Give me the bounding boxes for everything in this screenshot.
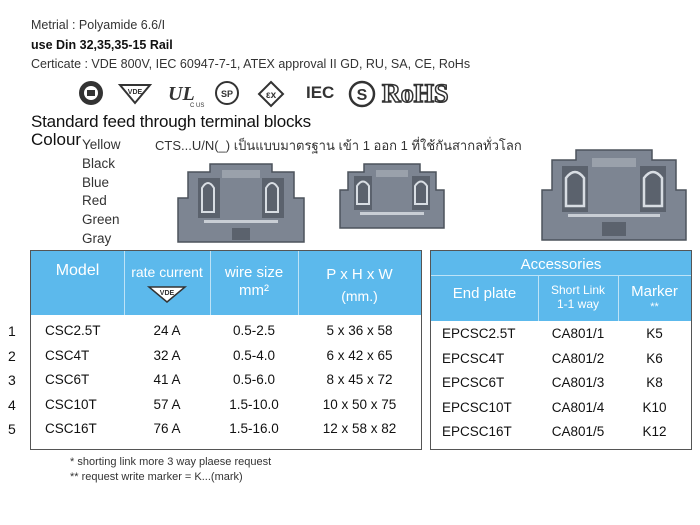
cell-end-plate: EPCSC2.5T (442, 326, 516, 341)
cell-model: CSC4T (45, 348, 90, 363)
cell-end-plate: EPCSC16T (442, 424, 512, 439)
cell-short-link: CA801/3 (551, 375, 605, 390)
cell-rate: 76 A (153, 421, 181, 436)
colour-item: Yellow (82, 137, 121, 152)
row-number: 2 (8, 348, 16, 364)
colour-item: Red (82, 193, 107, 208)
cell-rate: 32 A (153, 348, 181, 363)
cell-dims: 5 x 36 x 58 (326, 323, 393, 338)
column-divider (124, 251, 125, 315)
cell-end-plate: EPCSC4T (442, 351, 505, 366)
header-model: Model (55, 262, 100, 279)
colour-item: Green (82, 212, 120, 227)
cell-short-link: CA801/2 (551, 351, 605, 366)
colour-item: Blue (82, 175, 110, 190)
svg-text:S: S (356, 87, 368, 104)
cell-rate: 41 A (153, 372, 181, 387)
terminal-block-medium-image (336, 160, 448, 232)
header-short-link: Short Link (550, 283, 606, 297)
cell-wire: 0.5-6.0 (232, 372, 276, 387)
svg-text:C US: C US (190, 103, 205, 109)
svg-text:SP: SP (220, 89, 234, 99)
terminal-block-small-image (172, 158, 310, 246)
cell-short-link: CA801/1 (551, 326, 605, 341)
column-divider (298, 251, 299, 315)
terminal-block-large-image (536, 144, 692, 244)
svg-text:RoHS: RoHS (382, 79, 449, 108)
colour-label: Colour (31, 130, 82, 149)
csa-icon (214, 80, 244, 113)
header-marker-sub: ** (650, 301, 659, 313)
cell-dims: 10 x 50 x 75 (322, 397, 397, 412)
cell-wire: 1.5-16.0 (229, 421, 279, 436)
row-number: 1 (8, 323, 16, 339)
header-end-plate: End plate (452, 285, 517, 302)
cell-marker: K12 (642, 424, 667, 439)
svg-text:UL: UL (168, 83, 195, 105)
cell-marker: K10 (642, 400, 667, 415)
cell-end-plate: EPCSC6T (442, 375, 505, 390)
cell-marker: K8 (646, 375, 663, 390)
ex-icon (258, 81, 284, 112)
page-title: Standard feed through terminal blocks (31, 112, 311, 131)
row-number: 4 (8, 397, 16, 413)
cell-marker: K6 (646, 351, 663, 366)
svg-text:VDE: VDE (127, 89, 143, 96)
rohs-icon (380, 78, 472, 113)
cell-short-link: CA801/4 (551, 400, 605, 415)
header-marker: Marker (631, 283, 678, 300)
header-dimensions: P x H x W (326, 266, 393, 283)
header-divider (431, 275, 691, 276)
subtitle: CTS...U/N(_) เป็นแบบมาตรฐาน เข้า 1 ออก 1 ที่ใช้กันสากลทั่วโลก (155, 138, 522, 153)
cell-dims: 12 x 58 x 82 (322, 421, 397, 436)
cell-marker: K5 (646, 326, 663, 341)
s-mark-icon (348, 80, 376, 113)
cell-rate: 57 A (153, 397, 181, 412)
rail-line: use Din 32,35,35-15 Rail (31, 38, 173, 52)
footnote: * shorting link more 3 way plaese request (70, 456, 272, 468)
cell-dims: 6 x 42 x 65 (326, 348, 393, 363)
cell-model: CSC6T (45, 372, 90, 387)
cell-short-link: CA801/5 (551, 424, 605, 439)
accessories-title: Accessories (520, 256, 602, 273)
tuv-mark-icon (78, 80, 104, 111)
header-wire-unit: mm² (239, 282, 269, 299)
cell-model: CSC16T (45, 421, 97, 436)
colour-item: Black (82, 156, 116, 171)
footnote: ** request write marker = K...(mark) (70, 471, 243, 483)
cell-rate: 24 A (153, 323, 181, 338)
ul-icon (166, 80, 205, 113)
colour-item: Gray (82, 231, 112, 246)
cell-wire: 1.5-10.0 (229, 397, 279, 412)
iec-icon: IEC (306, 83, 335, 102)
cell-model: CSC2.5T (45, 323, 101, 338)
header-rate-current: rate current (131, 264, 203, 280)
header-wire-size: wire size (224, 264, 284, 281)
vde-icon (118, 83, 152, 110)
row-number: 5 (8, 421, 16, 437)
cell-wire: 0.5-2.5 (232, 323, 276, 338)
row-number: 3 (8, 372, 16, 388)
cell-wire: 0.5-4.0 (232, 348, 276, 363)
material-line: Metrial : Polyamide 6.6/I (31, 18, 166, 32)
vde-badge-label: VDE (159, 290, 175, 297)
cell-end-plate: EPCSC10T (442, 400, 512, 415)
cell-model: CSC10T (45, 397, 97, 412)
svg-text:εx: εx (265, 90, 277, 101)
certificate-line: Certicate : VDE 800V, IEC 60947-7-1, ATEX approval II GD, RU, SA, CE, RoHs (31, 57, 471, 71)
header-dimensions-unit: (mm.) (341, 288, 378, 304)
vde-badge-icon (147, 285, 187, 308)
certification-logos (78, 80, 478, 110)
header-short-link-sub: 1-1 way (556, 297, 600, 311)
cell-dims: 8 x 45 x 72 (326, 372, 393, 387)
